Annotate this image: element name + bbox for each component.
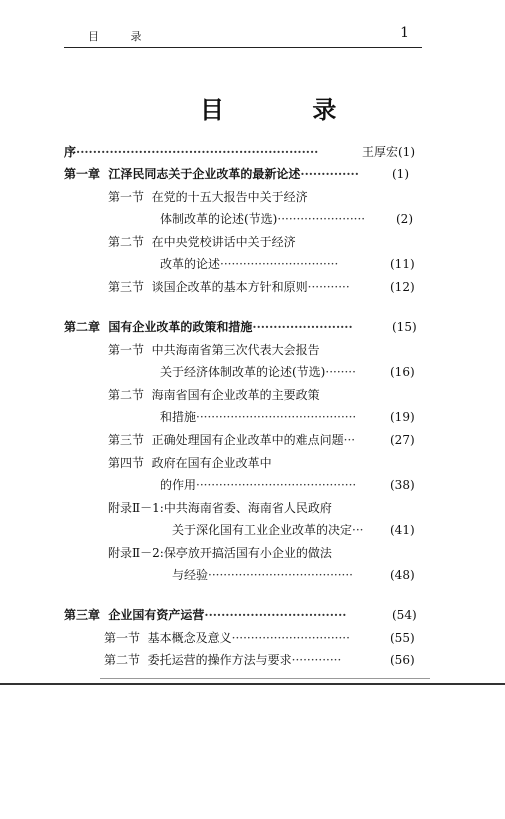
toc-entry-page: (48) [390,568,415,582]
toc-entry-page: (15) [392,320,417,334]
toc-leader: ·········································· [196,410,357,424]
toc-entry-appendix-cont [172,567,353,583]
toc-entry-text: 在中央党校讲话中关于经济 [151,235,296,249]
toc-entry-text: 体制改革的论述(节选) [160,212,278,226]
toc-leader: ······················· [277,212,366,226]
toc-entry-text: 保亭放开搞活国有小企业的做法 [163,546,332,560]
toc-entry-section [104,652,341,668]
toc-entry-page: (11) [390,257,415,271]
toc-entry-chapter-3 [64,607,346,623]
toc-leader: ·············· [300,167,359,181]
page-bottom-rule [0,683,505,685]
toc-entry-page: (19) [390,410,415,424]
toc-entry-appendix [108,545,332,561]
toc-leader: ············· [291,653,342,667]
toc-entry-text: 谈国企改革的基本方针和原则 [151,280,308,294]
toc-entry-text: 中共海南省第三次代表大会报告 [151,343,320,357]
toc-leader: ······································ [208,568,353,582]
toc-leader: ··· [343,433,356,447]
toc-entry-label: 第一节 [108,190,145,204]
toc-entry-label: 第一节 [108,343,145,357]
toc-leader: ·························································· [76,145,319,159]
toc-leader: ························ [252,320,353,334]
toc-entry-text: 的作用 [160,478,197,492]
toc-entry-chapter-2 [64,319,353,335]
toc-entry-page: (54) [392,608,417,622]
toc-entry-text: 和措施 [160,410,197,424]
toc-entry-section [108,342,320,358]
toc-entry-text: 改革的论述 [160,257,221,271]
toc-entry-text: 关于深化国有工业企业改革的决定 [172,523,353,537]
header-rule [64,47,422,48]
toc-entry-label: 第三节 [108,280,145,294]
toc-entry-page: 王厚宏(1) [362,145,415,159]
toc-entry-section [108,387,320,403]
toc-entry-page: (2) [396,212,413,226]
toc-entry-text: 国有企业改革的政策和措施 [108,320,253,334]
toc-entry-text: 在党的十五大报告中关于经济 [151,190,308,204]
toc-leader: ········ [325,365,356,379]
toc-entry-appendix [108,500,332,516]
toc-entry-text: 江泽民同志关于企业改革的最新论述 [108,167,301,181]
toc-entry-label: 第二节 [104,653,141,667]
toc-entry-chapter-1 [64,166,359,182]
toc-entry-text: 委托运营的操作方法与要求 [147,653,292,667]
toc-entry-label: 附录Ⅱ－1: [108,501,164,515]
toc-entry-page: (12) [390,280,415,294]
running-header-page-number: 1 [400,25,409,41]
toc-entry-page: (1) [392,167,409,181]
toc-entry-text: 与经验 [172,568,209,582]
toc-entry-label: 第三节 [108,433,145,447]
toc-entry-label: 第二章 [64,320,101,334]
toc-entry-text: 正确处理国有企业改革中的难点问题 [151,433,344,447]
toc-entry-page: (41) [390,523,415,537]
toc-leader: ··········· [307,280,350,294]
toc-entry-section-cont [160,256,338,272]
toc-entry-text: 政府在国有企业改革中 [151,456,272,470]
scan-line [100,678,430,679]
toc-entry-section [108,234,296,250]
toc-entry-section [108,189,308,205]
toc-entry-preface [64,144,318,160]
toc-entry-section [104,630,350,646]
toc-entry-section-cont [160,364,356,380]
toc-entry-page: (55) [390,631,415,645]
toc-entry-appendix-cont [172,522,363,538]
toc-entry-text: 海南省国有企业改革的主要政策 [151,388,320,402]
toc-entry-text: 基本概念及意义 [147,631,232,645]
toc-entry-section-cont [160,477,356,493]
toc-entry-label: 附录Ⅱ－2: [108,546,164,560]
toc-entry-label: 第一章 [64,167,101,181]
toc-entry-page: (27) [390,433,415,447]
toc-entry-text: 中共海南省委、海南省人民政府 [163,501,332,515]
toc-entry-page: (56) [390,653,415,667]
toc-entry-label: 第二节 [108,388,145,402]
toc-leader: ·································· [204,608,347,622]
running-header-left: 目 录 [88,30,156,43]
toc-entry-label: 第三章 [64,608,101,622]
toc-entry-text: 关于经济体制改革的论述(节选) [160,365,326,379]
page-title: 目 录 [200,95,377,124]
toc-entry-section [108,455,272,471]
toc-entry-label: 第四节 [108,456,145,470]
toc-entry-label: 第一节 [104,631,141,645]
toc-leader: ······························· [231,631,350,645]
toc-entry-section-cont [160,211,365,227]
toc-entry-text: 序 [64,145,77,159]
toc-entry-text: 企业国有资产运营 [108,608,205,622]
toc-entry-page: (38) [390,478,415,492]
toc-leader: ·········································· [196,478,357,492]
toc-entry-section [108,279,350,295]
toc-leader: ······························· [220,257,339,271]
toc-entry-page: (16) [390,365,415,379]
toc-entry-section-cont [160,409,356,425]
toc-entry-label: 第二节 [108,235,145,249]
toc-entry-section [108,432,355,448]
toc-leader: ··· [352,523,364,537]
